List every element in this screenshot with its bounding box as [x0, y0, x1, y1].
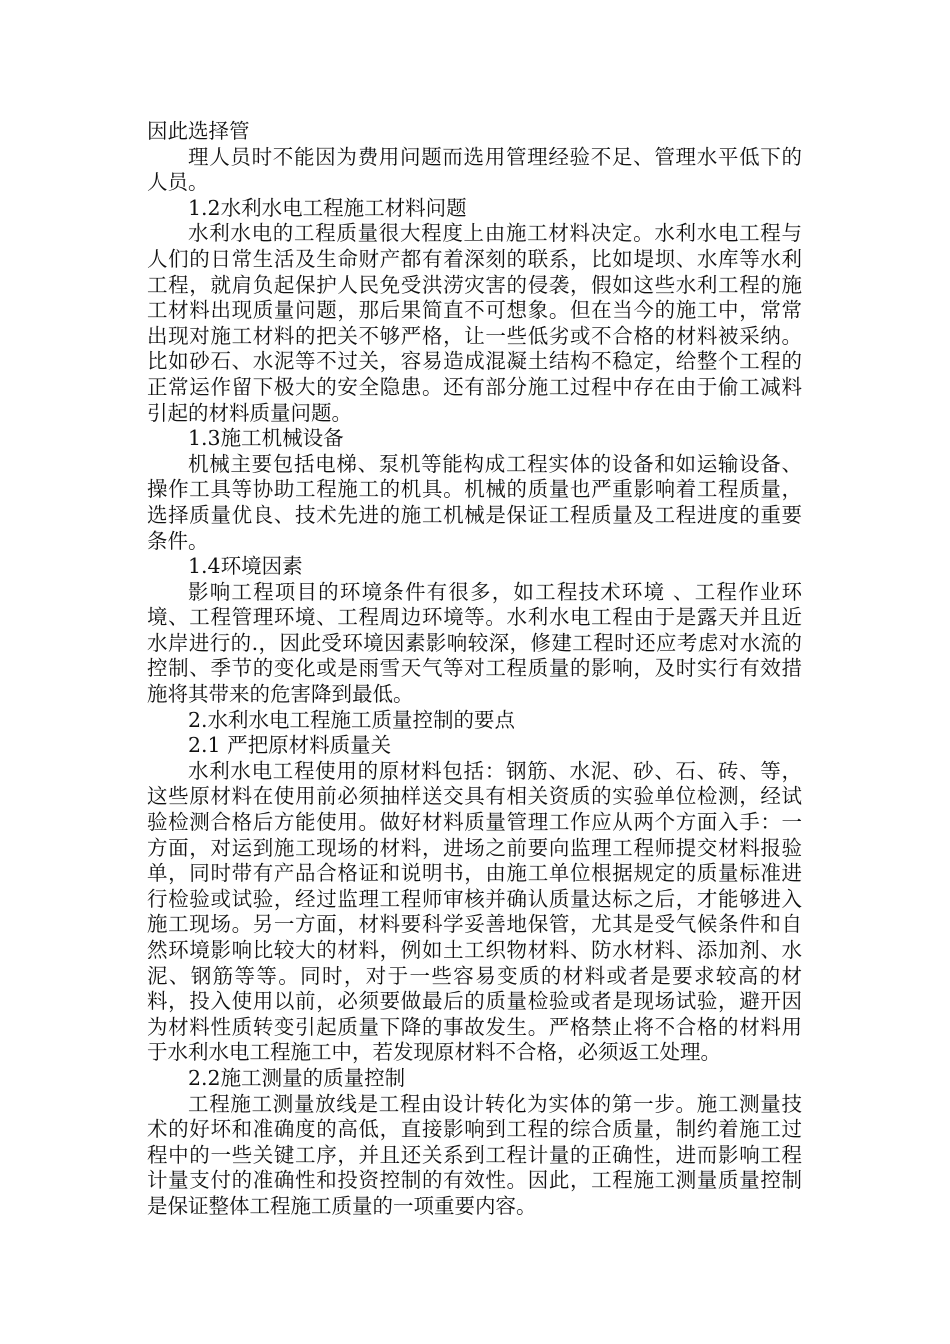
- section-heading-1-2: 1.2水利水电工程施工材料问题: [188, 195, 467, 220]
- document-page: [147, 119, 802, 1220]
- section-heading-2-2: 2.2施工测量的质量控制: [188, 1065, 406, 1090]
- section-heading-1-4: 1.4环境因素: [188, 554, 303, 579]
- paragraph-raw-materials: 水利水电工程使用的原材料包括：钢筋、水泥、砂、石、砖、等，这些原材料在使用前必须抽样送交具有相关资质的实验单位检测，经试验检测合格后方能使用。做好材料质量管理工作应从两个方面入手：一方面，对运到施工现场的材料，进场之前要向监理工程师提交材料报验单，同时带有产品合格证和说明书，由施工单位根据规定的质量标准进行检验或试验，经过监理工程师审核并确认质量达标之后，才能够进入施工现场。另一方面，材料要科学妥善地保管，尤其是受气候条件和自然环境影响比较大的材料，例如土工织物材料、防水材料、添加剂、水泥、钢筋等等。同时，对于一些容易变质的材料或者是要求较高的材料，投入使用以前，必须要做最后的质量检验或者是现场试验，避开因为材料性质转变引起质量下降的事故发生。严格禁止将不合格的材料用于水利水电工程施工中，若发现原材料不合格，必须返工处理。: [147, 758, 802, 1065]
- paragraph-survey: 工程施工测量放线是工程由设计转化为实体的第一步。施工测量技术的好坏和准确度的高低，直接影响到工程的综合质量，制约着施工过程中的一些关键工序，并且还关系到工程计量的正确性，进而影响工程计量支付的准确性和投资控制的有效性。因此，工程施工测量质量控制是保证整体工程施工质量的一项重要内容。: [147, 1091, 802, 1218]
- paragraph-materials: 水利水电的工程质量很大程度上由施工材料决定。水利水电工程与人们的日常生活及生命财产都有着深刻的联系，比如堤坝、水库等水利工程，就肩负起保护人民免受洪涝灾害的侵袭，假如这些水利工程的施工材料出现质量问题，那后果简直不可想象。但在当今的施工中，常常出现对施工材料的把关不够严格，让一些低劣或不合格的材料被采纳。比如砂石、水泥等不过关，容易造成混凝土结构不稳定，给整个工程的正常运作留下极大的安全隐患。还有部分施工过程中存在由于偷工减料引起的材料质量问题。: [147, 221, 802, 425]
- section-heading-2-1: 2.1 严把原材料质量关: [188, 733, 392, 758]
- paragraph-environment: 影响工程项目的环境条件有很多，如工程技术环境 、工程作业环境、工程管理环境、工程周边环境等。水利水电工程由于是露天并且近水岸进行的.，因此受环境因素影响较深，修建工程时还应考虑对水流的控制、季节的变化或是雨雪天气等对工程质量的影响，及时实行有效措施将其带来的危害降到最低。: [147, 579, 802, 707]
- section-heading-2: 2.水利水电工程施工质量控制的要点: [188, 707, 516, 732]
- paragraph-machinery: 机械主要包括电梯、泵机等能构成工程实体的设备和如运输设备、操作工具等协助工程施工的机具。机械的质量也严重影响着工程质量，选择质量优良、技术先进的施工机械是保证工程质量及工程进度的重要条件。: [147, 451, 802, 553]
- paragraph-manager-selection: 理人员时不能因为费用问题而选用管理经验不足、管理水平低下的人员。: [147, 144, 802, 195]
- lead-line: 因此选择管: [147, 119, 250, 143]
- section-heading-1-3: 1.3施工机械设备: [188, 426, 344, 451]
